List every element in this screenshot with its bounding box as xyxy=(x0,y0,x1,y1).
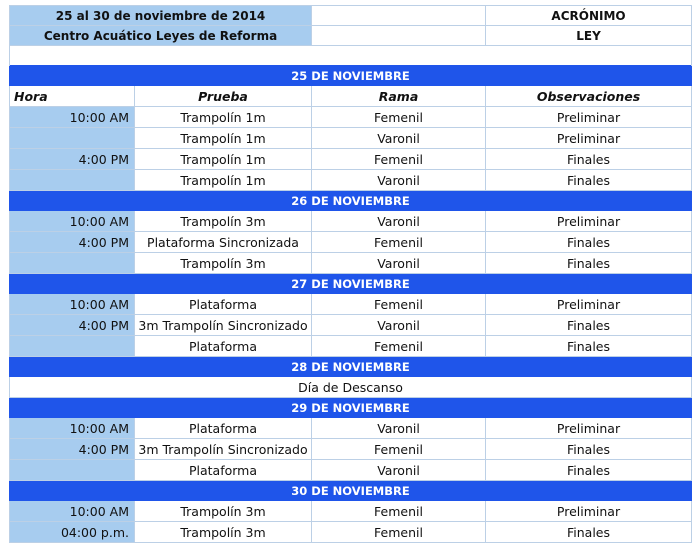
rest-day-label: Día de Descanso xyxy=(10,377,692,398)
time-cell xyxy=(10,253,135,274)
event-cell: Trampolín 3m xyxy=(135,501,312,522)
observations-cell: Preliminar xyxy=(486,418,692,439)
branch-cell: Femenil xyxy=(312,336,486,357)
branch-cell: Varonil xyxy=(312,418,486,439)
column-header-row xyxy=(10,86,692,107)
observations-cell: Finales xyxy=(486,315,692,336)
acronym-label: ACRÓNIMO xyxy=(486,6,692,26)
time-cell xyxy=(10,460,135,481)
observations-cell: Preliminar xyxy=(486,294,692,315)
schedule-row xyxy=(10,253,692,274)
acronym-value: LEY xyxy=(486,26,692,46)
event-cell: 3m Trampolín Sincronizado xyxy=(135,439,312,460)
schedule-row xyxy=(10,294,692,315)
observations-cell: Finales xyxy=(486,232,692,253)
branch-cell: Varonil xyxy=(312,460,486,481)
event-cell: Trampolín 3m xyxy=(135,211,312,232)
event-cell: 3m Trampolín Sincronizado xyxy=(135,315,312,336)
observations-cell: Preliminar xyxy=(486,107,692,128)
event-cell: Plataforma xyxy=(135,294,312,315)
event-cell: Plataforma xyxy=(135,460,312,481)
observations-cell: Finales xyxy=(486,149,692,170)
event-cell: Trampolín 3m xyxy=(135,253,312,274)
day-header-row xyxy=(10,274,692,294)
observations-cell: Preliminar xyxy=(486,128,692,149)
day-header-row xyxy=(10,191,692,211)
header-empty-cell xyxy=(312,26,486,46)
schedule-row xyxy=(10,107,692,128)
header-empty-cell xyxy=(312,6,486,26)
observations-cell: Finales xyxy=(486,522,692,543)
time-cell: 10:00 AM xyxy=(10,418,135,439)
branch-cell: Varonil xyxy=(312,315,486,336)
event-cell: Trampolín 1m xyxy=(135,128,312,149)
day-header-row xyxy=(10,398,692,418)
event-cell: Trampolín 1m xyxy=(135,107,312,128)
observations-cell: Preliminar xyxy=(486,211,692,232)
venue-name: Centro Acuático Leyes de Reforma xyxy=(10,26,312,46)
day-title: 30 DE NOVIEMBRE xyxy=(10,481,692,501)
rest-day-row xyxy=(10,377,692,398)
observations-cell: Finales xyxy=(486,170,692,191)
time-cell: 4:00 PM xyxy=(10,439,135,460)
schedule-row xyxy=(10,460,692,481)
observations-cell: Finales xyxy=(486,336,692,357)
branch-cell: Femenil xyxy=(312,149,486,170)
time-cell xyxy=(10,336,135,357)
schedule-row xyxy=(10,315,692,336)
branch-cell: Femenil xyxy=(312,232,486,253)
branch-cell: Varonil xyxy=(312,170,486,191)
branch-cell: Femenil xyxy=(312,294,486,315)
event-cell: Trampolín 3m xyxy=(135,522,312,543)
event-dates: 25 al 30 de noviembre de 2014 xyxy=(10,6,312,26)
schedule-row xyxy=(10,232,692,253)
day-header-row xyxy=(10,357,692,377)
time-cell: 4:00 PM xyxy=(10,315,135,336)
event-cell: Trampolín 1m xyxy=(135,170,312,191)
branch-cell: Femenil xyxy=(312,522,486,543)
time-cell: 04:00 p.m. xyxy=(10,522,135,543)
observations-cell: Finales xyxy=(486,439,692,460)
event-cell: Plataforma xyxy=(135,336,312,357)
time-cell: 10:00 AM xyxy=(10,294,135,315)
schedule-sheet xyxy=(9,5,691,543)
schedule-table xyxy=(9,5,692,543)
time-cell: 4:00 PM xyxy=(10,149,135,170)
branch-cell: Varonil xyxy=(312,253,486,274)
schedule-row xyxy=(10,439,692,460)
event-cell: Trampolín 1m xyxy=(135,149,312,170)
branch-cell: Femenil xyxy=(312,501,486,522)
branch-cell: Varonil xyxy=(312,128,486,149)
time-cell: 10:00 AM xyxy=(10,501,135,522)
time-cell: 10:00 AM xyxy=(10,107,135,128)
observations-cell: Finales xyxy=(486,460,692,481)
schedule-row xyxy=(10,128,692,149)
column-header: Hora xyxy=(10,86,135,107)
day-header-row xyxy=(10,481,692,501)
column-header: Rama xyxy=(312,86,486,107)
schedule-row xyxy=(10,211,692,232)
branch-cell: Femenil xyxy=(312,439,486,460)
day-title: 27 DE NOVIEMBRE xyxy=(10,274,692,294)
observations-cell: Finales xyxy=(486,253,692,274)
day-title: 25 DE NOVIEMBRE xyxy=(10,66,692,86)
header-row-dates xyxy=(10,6,692,26)
spacer-row xyxy=(10,46,692,66)
time-cell: 4:00 PM xyxy=(10,232,135,253)
schedule-row xyxy=(10,170,692,191)
event-cell: Plataforma Sincronizada xyxy=(135,232,312,253)
event-cell: Plataforma xyxy=(135,418,312,439)
day-title: 29 DE NOVIEMBRE xyxy=(10,398,692,418)
day-title: 28 DE NOVIEMBRE xyxy=(10,357,692,377)
time-cell: 10:00 AM xyxy=(10,211,135,232)
schedule-row xyxy=(10,501,692,522)
header-row-venue xyxy=(10,26,692,46)
schedule-row xyxy=(10,418,692,439)
branch-cell: Varonil xyxy=(312,211,486,232)
day-header-row xyxy=(10,66,692,86)
time-cell xyxy=(10,128,135,149)
schedule-row xyxy=(10,336,692,357)
column-header: Prueba xyxy=(135,86,312,107)
day-title: 26 DE NOVIEMBRE xyxy=(10,191,692,211)
schedule-row xyxy=(10,149,692,170)
column-header: Observaciones xyxy=(486,86,692,107)
observations-cell: Preliminar xyxy=(486,501,692,522)
schedule-row xyxy=(10,522,692,543)
branch-cell: Femenil xyxy=(312,107,486,128)
time-cell xyxy=(10,170,135,191)
